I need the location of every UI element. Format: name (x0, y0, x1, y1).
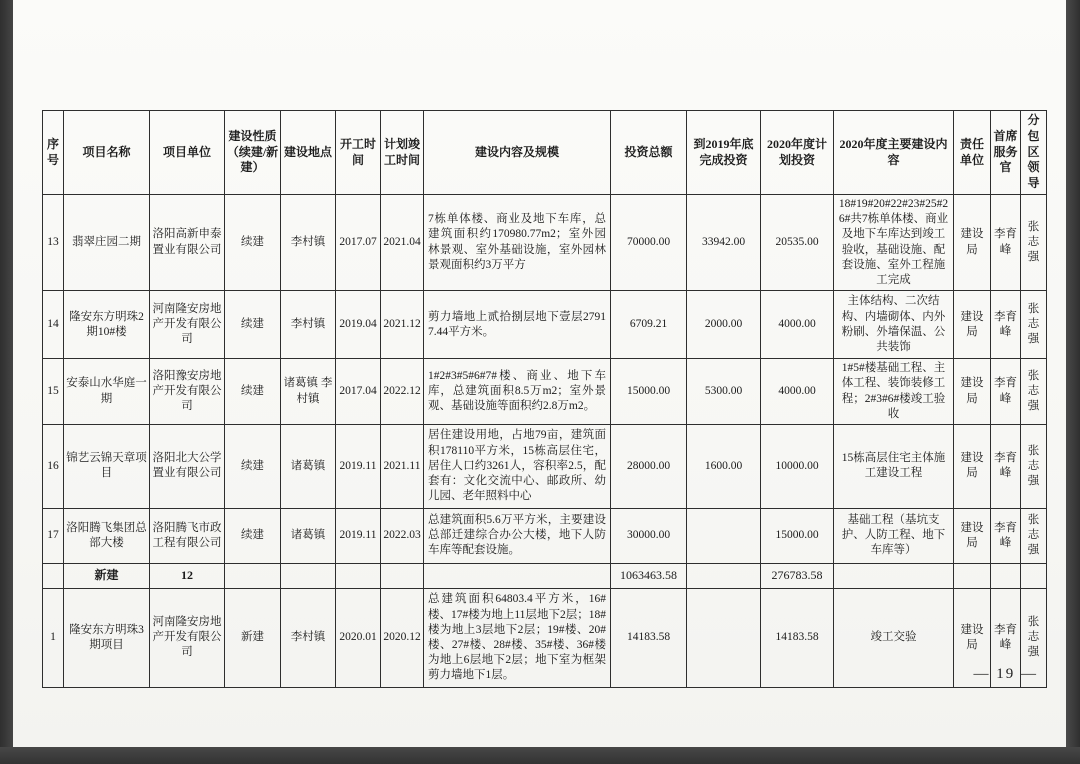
table-cell: 建设局 (954, 195, 991, 291)
table-cell: 李村镇 (281, 588, 336, 687)
table-cell: 李育峰 (991, 195, 1021, 291)
table-cell: 276783.58 (761, 563, 834, 588)
scanned-page (13, 0, 1066, 747)
table-cell: 17 (43, 508, 64, 563)
table-cell: 2021.11 (381, 424, 424, 508)
table-cell (687, 508, 761, 563)
table-row (43, 359, 1047, 425)
table-cell: 剪力墙地上贰拾捌层地下壹层27917.44平方米。 (424, 291, 611, 359)
table-cell: 张志强 (1021, 508, 1047, 563)
header-row (43, 111, 1047, 195)
table-cell (424, 563, 611, 588)
table-cell: 安泰山水华庭一期 (64, 359, 150, 425)
table-header (43, 111, 1047, 195)
table-cell: 李育峰 (991, 508, 1021, 563)
table-cell: 洛阳北大公学置业有限公司 (150, 424, 225, 508)
column-header: 计划竣工时间 (381, 111, 424, 195)
table-cell: 13 (43, 195, 64, 291)
column-header: 建设地点 (281, 111, 336, 195)
table-body (43, 195, 1047, 688)
table-cell: 洛阳豫安房地产开发有限公司 (150, 359, 225, 425)
table-cell: 翡翠庄园二期 (64, 195, 150, 291)
table-cell (43, 563, 64, 588)
column-header: 投资总额 (611, 111, 687, 195)
column-header: 首席服务官 (991, 111, 1021, 195)
table-cell: 李育峰 (991, 424, 1021, 508)
table-cell (834, 563, 954, 588)
table-cell: 10000.00 (761, 424, 834, 508)
table-cell: 河南隆安房地产开发有限公司 (150, 588, 225, 687)
table-cell: 15000.00 (611, 359, 687, 425)
table-cell: 洛阳腾飞集团总部大楼 (64, 508, 150, 563)
table-cell: 2021.04 (381, 195, 424, 291)
table-cell: 建设局 (954, 291, 991, 359)
table-cell: 张志强 (1021, 291, 1047, 359)
table-cell: 16 (43, 424, 64, 508)
table-cell: 河南隆安房地产开发有限公司 (150, 291, 225, 359)
table-cell: 新建 (64, 563, 150, 588)
table-cell: 张志强 (1021, 588, 1047, 687)
table-cell: 1#2#3#5#6#7#楼、商业、地下车库，总建筑面积8.5万m2；室外景观、基础设施等面积约2.8万m2。 (424, 359, 611, 425)
table-cell: 新建 (225, 588, 281, 687)
viewer-left-edge (0, 0, 13, 764)
table-cell: 30000.00 (611, 508, 687, 563)
table-cell (991, 563, 1021, 588)
viewer-bottom-edge (0, 747, 1080, 764)
table-cell: 2020.12 (381, 588, 424, 687)
table-cell: 2019.11 (336, 508, 381, 563)
table-cell (381, 563, 424, 588)
table-cell: 1063463.58 (611, 563, 687, 588)
table-cell: 洛阳腾飞市政工程有限公司 (150, 508, 225, 563)
table-cell: 总建筑面积5.6万平方米，主要建设总部迁建综合办公大楼，地下人防车库等配套设施。 (424, 508, 611, 563)
table-cell: 建设局 (954, 588, 991, 687)
table-cell: 4000.00 (761, 291, 834, 359)
table-cell: 15 (43, 359, 64, 425)
table-cell: 2022.03 (381, 508, 424, 563)
page-number: — 19 — (973, 666, 1038, 682)
table-cell: 续建 (225, 195, 281, 291)
table-cell: 隆安东方明珠3期项目 (64, 588, 150, 687)
column-header: 2020年度计划投资 (761, 111, 834, 195)
table-cell: 70000.00 (611, 195, 687, 291)
table-cell (336, 563, 381, 588)
table-cell: 张志强 (1021, 359, 1047, 425)
table-cell: 李村镇 (281, 291, 336, 359)
table-cell: 诸葛镇 (281, 508, 336, 563)
column-header: 分包区领导 (1021, 111, 1047, 195)
table-cell: 诸葛镇 李村镇 (281, 359, 336, 425)
table-cell: 6709.21 (611, 291, 687, 359)
table-cell: 李村镇 (281, 195, 336, 291)
table-cell: 7栋单体楼、商业及地下车库，总建筑面积约170980.77m2；室外园林景观、室外基础设施，室外园林景观面积约3万平方 (424, 195, 611, 291)
table-cell: 竣工交验 (834, 588, 954, 687)
table-cell: 14183.58 (761, 588, 834, 687)
table-cell: 33942.00 (687, 195, 761, 291)
table-cell: 1600.00 (687, 424, 761, 508)
viewer-right-edge (1066, 0, 1080, 764)
table-cell: 14 (43, 291, 64, 359)
table-cell (687, 563, 761, 588)
table-row (43, 195, 1047, 291)
table-row (43, 588, 1047, 687)
table-cell: 建设局 (954, 424, 991, 508)
column-header: 责任单位 (954, 111, 991, 195)
column-header: 建设内容及规模 (424, 111, 611, 195)
column-header: 2020年度主要建设内容 (834, 111, 954, 195)
table-cell: 15000.00 (761, 508, 834, 563)
summary-row (43, 563, 1047, 588)
table-cell: 诸葛镇 (281, 424, 336, 508)
table-cell: 续建 (225, 291, 281, 359)
column-header: 序号 (43, 111, 64, 195)
table-cell (281, 563, 336, 588)
table-cell (225, 563, 281, 588)
table-cell: 主体结构、二次结构、内墙砌体、内外粉刷、外墙保温、公共装饰 (834, 291, 954, 359)
column-header: 到2019年底完成投资 (687, 111, 761, 195)
table-cell: 1 (43, 588, 64, 687)
table-cell (954, 563, 991, 588)
table-cell: 5300.00 (687, 359, 761, 425)
table-cell: 张志强 (1021, 424, 1047, 508)
column-header: 项目单位 (150, 111, 225, 195)
table-cell: 15栋高层住宅主体施工建设工程 (834, 424, 954, 508)
table-cell: 隆安东方明珠2期10#楼 (64, 291, 150, 359)
table-cell: 基础工程（基坑支护、人防工程、地下车库等） (834, 508, 954, 563)
table-cell (1021, 563, 1047, 588)
table-cell: 2017.07 (336, 195, 381, 291)
table-cell: 续建 (225, 424, 281, 508)
column-header: 开工时间 (336, 111, 381, 195)
table-cell: 居住建设用地，占地79亩，建筑面积178110平方米，15栋高层住宅，居住人口约3261人，容积率2.5，配套有：文化交流中心、邮政所、幼儿园、老年照料中心 (424, 424, 611, 508)
table-cell: 2019.11 (336, 424, 381, 508)
table-cell: 2017.04 (336, 359, 381, 425)
table-cell: 2000.00 (687, 291, 761, 359)
table-cell: 建设局 (954, 508, 991, 563)
table-cell: 18#19#20#22#23#25#26#共7栋单体楼、商业及地下车库达到竣工验收，基础设施、配套设施、室外工程施工完成 (834, 195, 954, 291)
table-row (43, 291, 1047, 359)
table-cell: 2021.12 (381, 291, 424, 359)
table-cell: 张志强 (1021, 195, 1047, 291)
table-cell (687, 588, 761, 687)
table-row (43, 508, 1047, 563)
column-header: 建设性质（续建/新建） (225, 111, 281, 195)
table-cell: 建设局 (954, 359, 991, 425)
projects-table (42, 110, 1047, 688)
table-cell: 李育峰 (991, 291, 1021, 359)
table-cell: 4000.00 (761, 359, 834, 425)
table-cell: 2022.12 (381, 359, 424, 425)
table-cell: 李育峰 (991, 588, 1021, 687)
table-cell: 28000.00 (611, 424, 687, 508)
table-cell: 李育峰 (991, 359, 1021, 425)
table-cell: 14183.58 (611, 588, 687, 687)
table-cell: 1#5#楼基础工程、主体工程、装饰装修工程；2#3#6#楼竣工验收 (834, 359, 954, 425)
table-cell: 12 (150, 563, 225, 588)
table-cell: 2020.01 (336, 588, 381, 687)
column-header: 项目名称 (64, 111, 150, 195)
table-cell: 续建 (225, 359, 281, 425)
table-cell: 2019.04 (336, 291, 381, 359)
table-row (43, 424, 1047, 508)
table-cell: 锦艺云锦天章项目 (64, 424, 150, 508)
table-cell: 总建筑面积64803.4平方米，16#楼、17#楼为地上11层地下2层；18#楼为地上3层地下2层；19#楼、20#楼、27#楼、28#楼、35#楼、36#楼为地上6层地下2层；地下室为框架剪力墙地下1层。 (424, 588, 611, 687)
table-cell: 洛阳高新申泰置业有限公司 (150, 195, 225, 291)
table-cell: 20535.00 (761, 195, 834, 291)
table-cell: 续建 (225, 508, 281, 563)
